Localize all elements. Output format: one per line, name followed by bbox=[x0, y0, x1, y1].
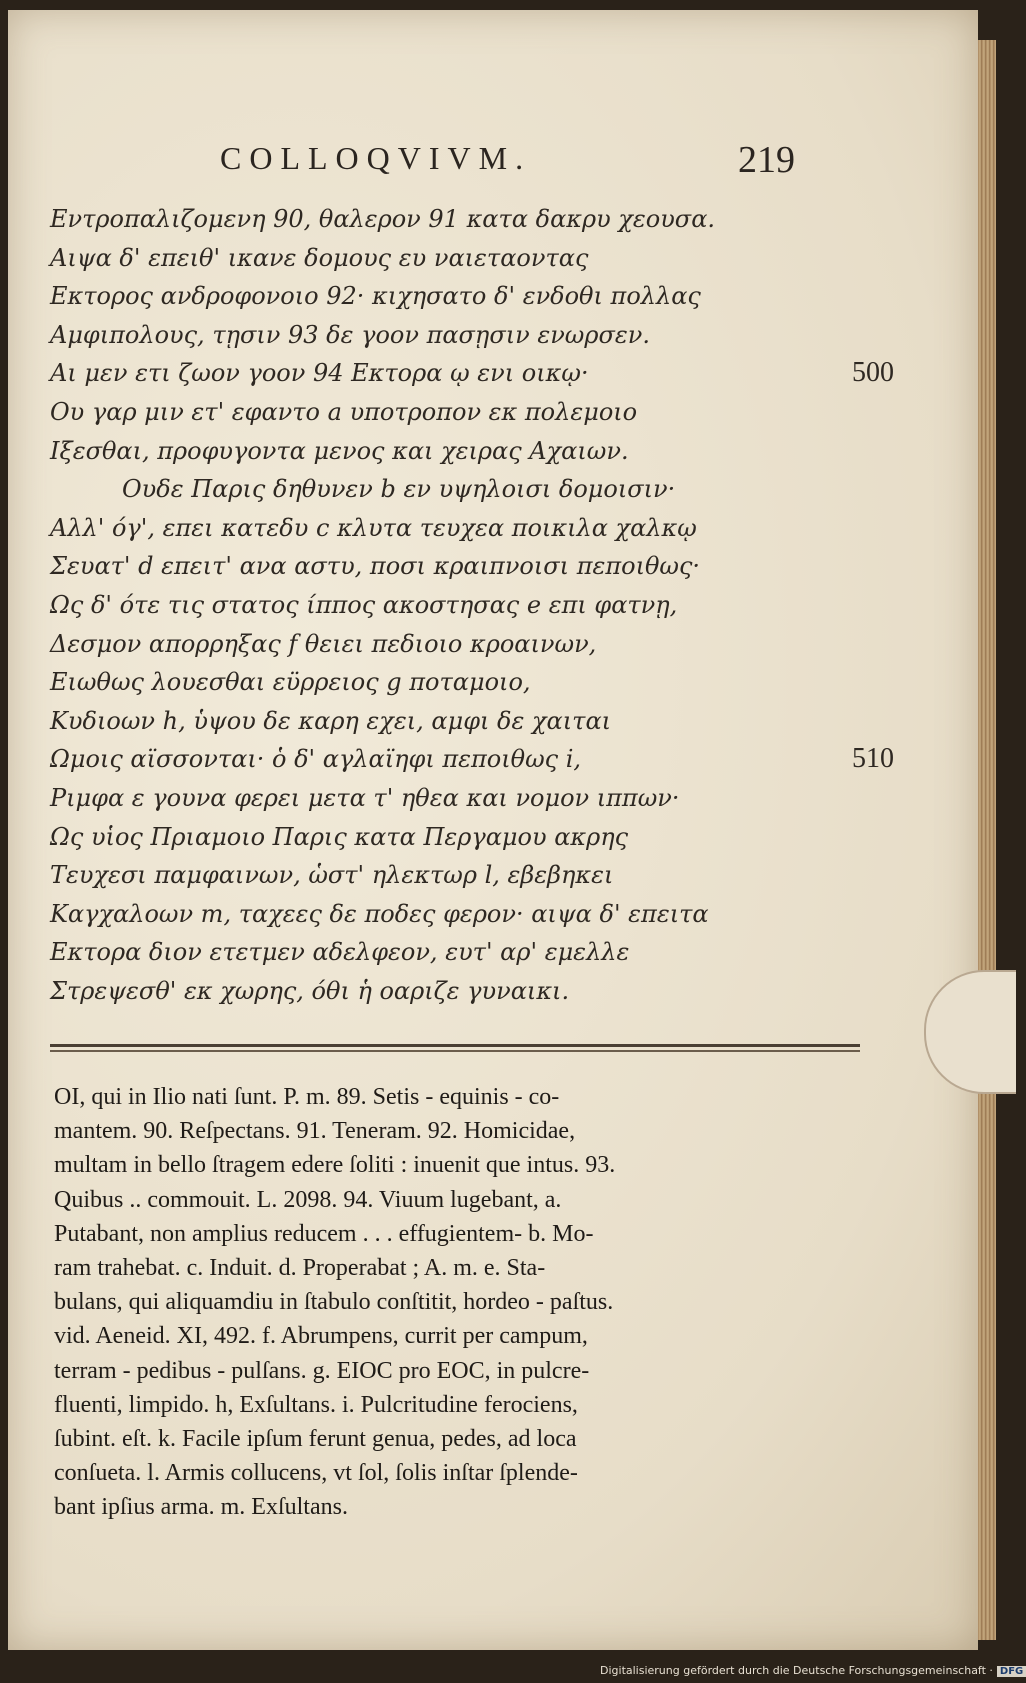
verse-line bbox=[50, 856, 870, 895]
verse-text: Στρεψεσθ' εκ χωρης, όθι ἡ οαριζε γυναικι. bbox=[50, 976, 570, 1005]
verse-line bbox=[50, 702, 870, 741]
verse-line bbox=[50, 470, 870, 509]
verse-line bbox=[50, 239, 870, 278]
verse-text: Αμφιπολους, τῃσιν 93 δε γοον πασῃσιν ενωρσεν. bbox=[50, 320, 650, 349]
verse-text: Ουδε Παρις δηθυνεν b εν υψηλοισι δομοισιν· bbox=[122, 475, 676, 504]
verse-line bbox=[50, 393, 870, 432]
verse-line bbox=[50, 277, 870, 316]
digitization-credit bbox=[600, 1664, 1026, 1677]
verse-line bbox=[50, 509, 870, 548]
footnote-line: Quibus .. commouit. L. 2098. 94. Viuum lugebant, a. bbox=[54, 1186, 562, 1213]
verse-line bbox=[50, 663, 870, 702]
footnote-line: bant ipſius arma. m. Exſultans. bbox=[54, 1494, 348, 1521]
verse-line bbox=[50, 547, 870, 586]
verse-line bbox=[50, 740, 894, 779]
verse-text: Καγχαλοων m, ταχεες δε ποδες φερον· αιψα δ' επειτα bbox=[50, 899, 709, 928]
verse-text: Αι μεν ετι ζωον γοον 94 Εκτορα ῳ ενι οικῳ· bbox=[50, 359, 589, 388]
verse-text: Αλλ' όγ', επει κατεδυ c κλυτα τευχεα ποικιλα χαλκῳ bbox=[50, 513, 697, 542]
credit-text: Digitalisierung gefördert durch die Deutsche Forschungsgemeinschaft · bbox=[600, 1664, 993, 1677]
verse-block bbox=[50, 200, 894, 1010]
verse-line bbox=[50, 895, 870, 934]
footnote-line: Putabant, non amplius reducem . . . effugientem- b. Mo- bbox=[54, 1220, 594, 1247]
verse-line bbox=[50, 354, 894, 393]
verse-line bbox=[50, 200, 870, 239]
footnote-line: ram trahebat. c. Induit. d. Properabat ; A. m. e. Sta- bbox=[54, 1254, 546, 1281]
verse-text: Αιψα δ' επειθ' ικανε δομους ευ ναιεταοντας bbox=[50, 243, 589, 272]
footnotes-block bbox=[54, 1080, 866, 1524]
dfg-logo: DFG bbox=[997, 1666, 1026, 1677]
verse-line bbox=[50, 432, 870, 471]
line-number: 500 bbox=[852, 357, 894, 389]
line-number: 510 bbox=[852, 743, 894, 775]
footnote-line: mantem. 90. Reſpectans. 91. Teneram. 92. Homicidae, bbox=[54, 1118, 576, 1145]
verse-text: Εκτορος ανδροφονοιο 92· κιχησατο δ' ενδοθι πολλας bbox=[50, 282, 701, 311]
footnote-line: bulans, qui aliquamdiu in ſtabulo conſtitit, hordeo - paſtus. bbox=[54, 1289, 614, 1316]
verse-line bbox=[50, 818, 870, 857]
verse-text: Ιξεσθαι, προφυγοντα μενος και χειρας Αχαιων. bbox=[50, 436, 629, 465]
verse-text: Ως δ' ότε τις στατος ίππος ακοστησας e επι φατνῃ, bbox=[50, 590, 678, 619]
verse-text: Σευατ' d επειτ' ανα αστυ, ποσι κραιπνοισι πεποιθως· bbox=[50, 552, 701, 581]
verse-text: Ως υἱος Πριαμοιο Παρις κατα Περγαμου ακρης bbox=[50, 822, 629, 851]
verse-text: Κυδιοων h, ὑψου δε καρη εχει, αμφι δε χαιται bbox=[50, 706, 612, 735]
verse-text: Τευχεσι παμφαινων, ὡστ' ηλεκτωρ l, εβεβηκει bbox=[50, 861, 614, 890]
verse-text: Ειωθως λουεσθαι εϋρρειος g ποταμοιο, bbox=[50, 668, 531, 697]
footnote-divider bbox=[50, 1042, 860, 1056]
verse-text: Εκτορα διον ετετμεν αδελφεον, ευτ' αρ' εμελλε bbox=[50, 938, 630, 967]
verse-text: Εντροπαλιζομενη 90, θαλερον 91 κατα δακρυ χεουσα. bbox=[50, 205, 716, 233]
footnote-line: conſueta. l. Armis collucens, vt ſol, ſolis inſtar ſplende- bbox=[54, 1460, 578, 1487]
verse-line bbox=[50, 586, 870, 625]
verse-line bbox=[50, 316, 870, 355]
verse-text: Ου γαρ μιν ετ' εφαντο a υποτροπον εκ πολεμοιο bbox=[50, 397, 638, 426]
verse-line bbox=[50, 972, 870, 1011]
page-number: 219 bbox=[738, 139, 795, 181]
verse-line bbox=[50, 625, 870, 664]
verse-line bbox=[50, 779, 870, 818]
footnote-line: multam in bello ſtragem edere ſoliti : inuenit que intus. 93. bbox=[54, 1152, 616, 1179]
verse-text: Ριμφα ε γουνα φερει μετα τ' ηθεα και νομον ιππων· bbox=[50, 783, 680, 812]
running-head: COLLOQVIVM. bbox=[220, 140, 532, 176]
verse-line bbox=[50, 933, 870, 972]
footnote-line: fluenti, limpido. h, Exſultans. i. Pulcritudine ferociens, bbox=[54, 1391, 578, 1418]
footnote-line: ſubint. eſt. k. Facile ipſum ferunt genua, pedes, ad loca bbox=[54, 1425, 577, 1452]
footnote-line: OI, qui in Ilio nati ſunt. P. m. 89. Setis - equinis - co- bbox=[54, 1084, 560, 1110]
footnote-line: terram - pedibus - pulſans. g. ΕΙΟC pro ΕΟC, in pulcre- bbox=[54, 1357, 590, 1384]
verse-text: Δεσμον απορρηξας f θειει πεδιοιο κροαινων, bbox=[50, 629, 597, 658]
page-edges bbox=[978, 40, 996, 1640]
verse-text: Ωμοις αϊσσονται· ὁ δ' αγλαϊηφι πεποιθως i, bbox=[50, 745, 582, 774]
footnote-line: vid. Aeneid. XI, 492. f. Abrumpens, currit per campum, bbox=[54, 1323, 588, 1350]
